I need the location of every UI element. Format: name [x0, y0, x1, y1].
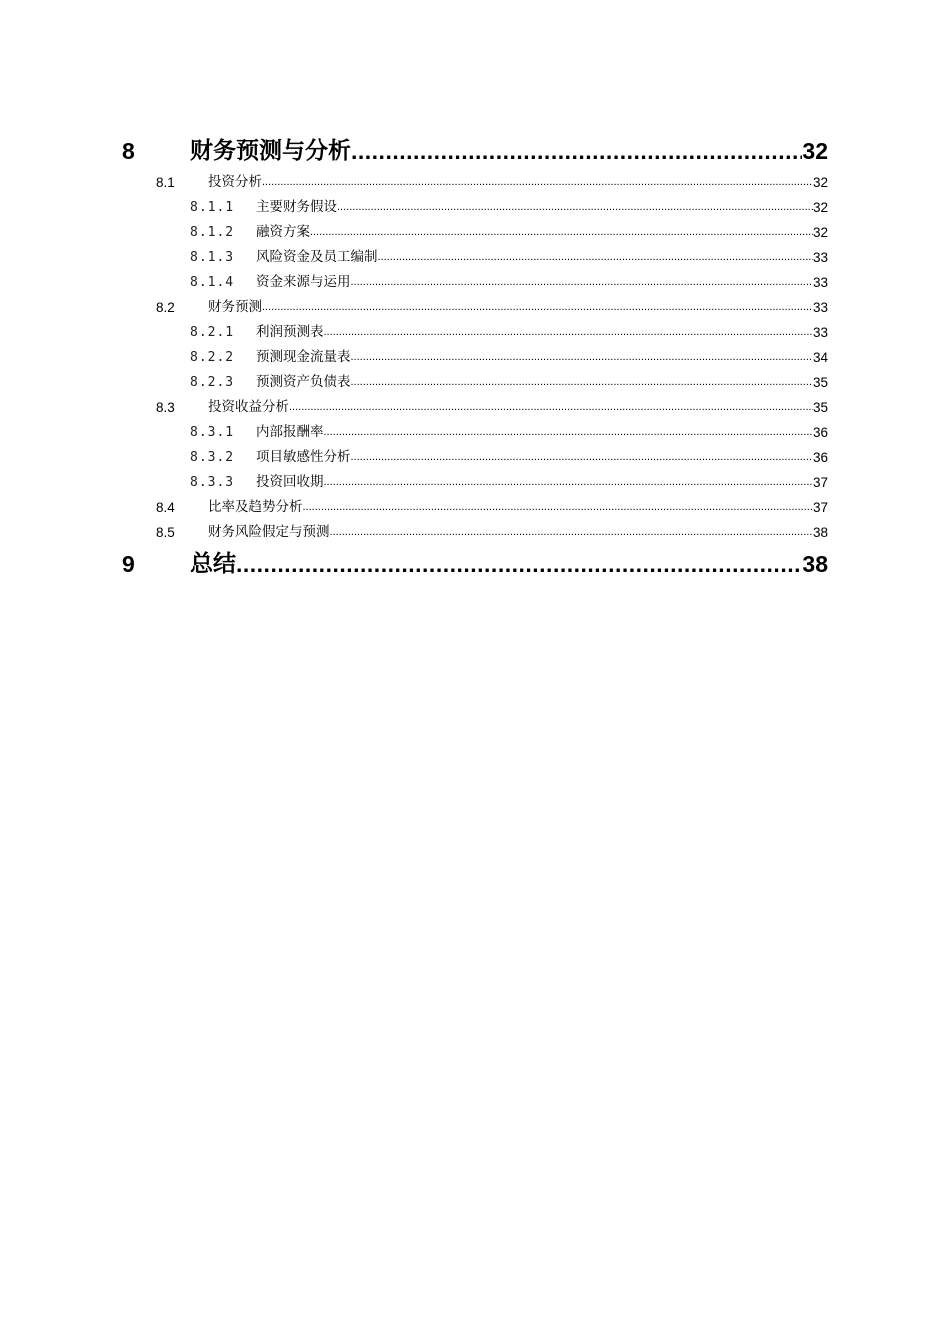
toc-page-number: 37: [812, 475, 828, 490]
toc-title: 预测资产负债表: [256, 374, 351, 390]
toc-entry-8-3-3[interactable]: [122, 470, 828, 495]
toc-page-number: 33: [812, 250, 828, 265]
toc-leader-dots: [378, 245, 813, 270]
toc-page-number: 32: [812, 175, 828, 190]
toc-entry-8[interactable]: [122, 136, 828, 166]
toc-title: 主要财务假设: [256, 199, 337, 215]
toc-leader-dots: [351, 370, 813, 395]
toc-title: 投资收益分析: [208, 399, 289, 415]
toc-number: 8.1.3: [190, 250, 235, 265]
toc-entry-8-1[interactable]: [122, 170, 828, 195]
toc-number: 8.1.4: [190, 275, 235, 290]
toc-leader-dots: [289, 395, 813, 420]
toc-leader-dots: [324, 470, 813, 495]
toc-number: 8.3.2: [190, 450, 235, 465]
toc-title: 融资方案: [256, 224, 310, 240]
toc-page-number: 36: [812, 425, 828, 440]
toc-entry-9[interactable]: [122, 549, 828, 579]
toc-title: 利润预测表: [256, 324, 324, 340]
toc-number: 8.1.1: [190, 200, 235, 215]
toc-page-number: 35: [812, 400, 828, 415]
toc-leader-dots: [351, 270, 813, 295]
toc-number: 8: [122, 138, 135, 164]
toc-entry-8-1-3[interactable]: [122, 245, 828, 270]
toc-title: 财务预测: [208, 299, 262, 315]
toc-title: 内部报酬率: [256, 424, 324, 440]
table-of-contents: [122, 136, 828, 579]
toc-page-number: 36: [812, 450, 828, 465]
toc-title: 财务预测与分析: [190, 138, 351, 164]
toc-number: 8.2.2: [190, 350, 235, 365]
toc-leader-dots: [351, 136, 802, 166]
toc-page-number: 33: [812, 300, 828, 315]
toc-entry-8-1-4[interactable]: [122, 270, 828, 295]
toc-leader-dots: [262, 295, 813, 320]
toc-page-number: 38: [812, 525, 828, 540]
toc-leader-dots: [324, 420, 813, 445]
toc-leader-dots: [310, 220, 813, 245]
toc-number: 8.3: [156, 400, 175, 415]
toc-entry-8-1-1[interactable]: [122, 195, 828, 220]
toc-number: 8.1.2: [190, 225, 235, 240]
toc-leader-dots: [351, 445, 813, 470]
toc-title: 投资回收期: [256, 474, 324, 490]
toc-title: 投资分析: [208, 174, 262, 190]
toc-entry-8-2-3[interactable]: [122, 370, 828, 395]
toc-leader-dots: [330, 520, 813, 545]
toc-title: 财务风险假定与预测: [208, 524, 330, 540]
toc-title: 风险资金及员工编制: [256, 249, 378, 265]
toc-entry-8-3-1[interactable]: [122, 420, 828, 445]
toc-number: 8.3.3: [190, 475, 235, 490]
toc-number: 8.1: [156, 175, 175, 190]
toc-title: 项目敏感性分析: [256, 449, 351, 465]
toc-entry-8-3[interactable]: [122, 395, 828, 420]
toc-entry-8-3-2[interactable]: [122, 445, 828, 470]
toc-page-number: 33: [812, 275, 828, 290]
toc-entry-8-5[interactable]: [122, 520, 828, 545]
toc-entry-8-1-2[interactable]: [122, 220, 828, 245]
toc-title: 预测现金流量表: [256, 349, 351, 365]
toc-number: 8.2: [156, 300, 175, 315]
toc-number: 8.3.1: [190, 425, 235, 440]
toc-number: 8.2.3: [190, 375, 235, 390]
toc-title: 比率及趋势分析: [208, 499, 303, 515]
toc-page-number: 34: [812, 350, 828, 365]
toc-leader-dots: [324, 320, 813, 345]
toc-title: 资金来源与运用: [256, 274, 351, 290]
toc-number: 8.5: [156, 525, 175, 540]
toc-number: 9: [122, 551, 135, 577]
toc-leader-dots: [236, 549, 802, 579]
toc-page-number: 33: [812, 325, 828, 340]
toc-leader-dots: [303, 495, 813, 520]
toc-number: 8.2.1: [190, 325, 235, 340]
toc-leader-dots: [337, 195, 813, 220]
toc-title: 总结: [190, 551, 236, 577]
toc-page-number: 35: [812, 375, 828, 390]
toc-page-number: 32: [802, 138, 828, 164]
toc-leader-dots: [262, 170, 813, 195]
toc-number: 8.4: [156, 500, 175, 515]
toc-page-number: 32: [812, 225, 828, 240]
toc-entry-8-2-2[interactable]: [122, 345, 828, 370]
toc-leader-dots: [351, 345, 813, 370]
toc-entry-8-4[interactable]: [122, 495, 828, 520]
toc-page-number: 32: [812, 200, 828, 215]
toc-entry-8-2[interactable]: [122, 295, 828, 320]
toc-entry-8-2-1[interactable]: [122, 320, 828, 345]
toc-page-number: 38: [802, 551, 828, 577]
toc-page-number: 37: [812, 500, 828, 515]
